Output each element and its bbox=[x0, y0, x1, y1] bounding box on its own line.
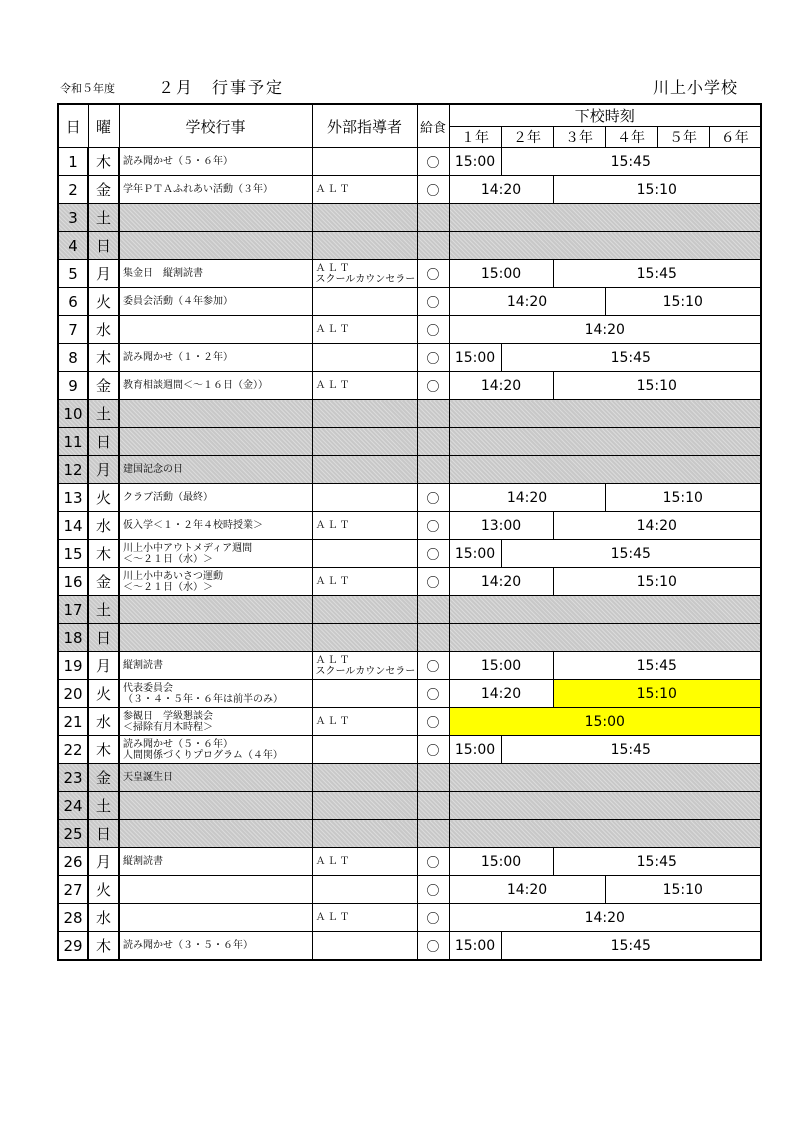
table-row bbox=[58, 344, 761, 372]
guide-cell bbox=[312, 232, 417, 260]
lunch-cell: 〇 bbox=[417, 288, 449, 316]
col-header-date: 日 bbox=[58, 104, 88, 148]
lunch-cell bbox=[417, 820, 449, 848]
lunch-cell: 〇 bbox=[417, 176, 449, 204]
lunch-cell bbox=[417, 232, 449, 260]
table-row bbox=[58, 428, 761, 456]
guide-cell bbox=[312, 764, 417, 792]
dismissal-time-cell: 14:20 bbox=[449, 176, 553, 204]
lunch-cell: 〇 bbox=[417, 148, 449, 176]
grade-6-header: ６年 bbox=[709, 127, 761, 148]
lunch-cell bbox=[417, 204, 449, 232]
lunch-cell bbox=[417, 624, 449, 652]
dismissal-time-cell: 15:10 bbox=[553, 372, 761, 400]
date-cell: 9 bbox=[58, 372, 88, 400]
dismissal-time-cell: 15:45 bbox=[501, 148, 761, 176]
guide-cell bbox=[312, 568, 417, 596]
weekday-cell: 金 bbox=[88, 176, 119, 204]
weekday-cell: 土 bbox=[88, 596, 119, 624]
dismissal-time-cell: 15:00 bbox=[449, 708, 761, 736]
table-row bbox=[58, 148, 761, 176]
table-row bbox=[58, 680, 761, 708]
guide-text: ＡＬＴ bbox=[315, 856, 352, 867]
guide-text: ＡＬＴ bbox=[315, 262, 352, 274]
guide-cell bbox=[312, 680, 417, 708]
event-cell bbox=[119, 512, 312, 540]
table-row bbox=[58, 288, 761, 316]
dismissal-time-cell: 14:20 bbox=[553, 512, 761, 540]
weekday-cell: 火 bbox=[88, 484, 119, 512]
date-cell: 11 bbox=[58, 428, 88, 456]
school-name: 川上小学校 bbox=[652, 78, 738, 97]
weekday-cell: 木 bbox=[88, 540, 119, 568]
event-text: 川上小中アウトメディア週間 bbox=[123, 542, 253, 554]
table-row bbox=[58, 596, 761, 624]
event-cell bbox=[119, 428, 312, 456]
event-cell bbox=[119, 848, 312, 876]
lunch-cell: 〇 bbox=[417, 680, 449, 708]
event-text: 教育相談週間＜～１６日（金）） bbox=[123, 380, 268, 391]
event-cell bbox=[119, 820, 312, 848]
guide-text: ＡＬＴ bbox=[315, 654, 352, 666]
weekday-cell: 月 bbox=[88, 848, 119, 876]
fiscal-year-label: 令和５年度 bbox=[60, 82, 115, 95]
table-row bbox=[58, 232, 761, 260]
lunch-cell bbox=[417, 456, 449, 484]
date-cell: 17 bbox=[58, 596, 88, 624]
dismissal-time-cell bbox=[449, 596, 761, 624]
guide-text: ＡＬＴ bbox=[315, 184, 352, 195]
dismissal-time-cell: 15:00 bbox=[449, 652, 553, 680]
table-row bbox=[58, 652, 761, 680]
guide-text: ＡＬＴ bbox=[315, 576, 352, 587]
date-cell: 29 bbox=[58, 932, 88, 961]
event-cell bbox=[119, 232, 312, 260]
guide-cell bbox=[312, 204, 417, 232]
table-row bbox=[58, 820, 761, 848]
header-row bbox=[58, 104, 761, 127]
weekday-cell: 月 bbox=[88, 260, 119, 288]
event-text: 川上小中あいさつ運動 bbox=[123, 570, 223, 582]
date-cell: 23 bbox=[58, 764, 88, 792]
event-text: 委員会活動（４年参加） bbox=[123, 296, 233, 307]
date-cell: 14 bbox=[58, 512, 88, 540]
lunch-cell: 〇 bbox=[417, 904, 449, 932]
event-text: 読み聞かせ（１・２年） bbox=[123, 352, 233, 363]
date-cell: 2 bbox=[58, 176, 88, 204]
dismissal-time-cell: 14:20 bbox=[449, 316, 761, 344]
event-cell bbox=[119, 288, 312, 316]
dismissal-time-cell: 14:20 bbox=[449, 680, 553, 708]
event-text: 建国記念の日 bbox=[123, 464, 183, 475]
weekday-cell: 日 bbox=[88, 624, 119, 652]
schedule-body bbox=[58, 148, 761, 961]
lunch-cell: 〇 bbox=[417, 484, 449, 512]
dismissal-time-cell: 15:45 bbox=[553, 848, 761, 876]
weekday-cell: 金 bbox=[88, 568, 119, 596]
lunch-cell: 〇 bbox=[417, 260, 449, 288]
lunch-cell bbox=[417, 428, 449, 456]
event-cell bbox=[119, 568, 312, 596]
weekday-cell: 日 bbox=[88, 820, 119, 848]
guide-text: ＡＬＴ bbox=[315, 324, 352, 335]
table-row bbox=[58, 484, 761, 512]
guide-cell bbox=[312, 904, 417, 932]
lunch-cell bbox=[417, 400, 449, 428]
dismissal-time-cell: 15:10 bbox=[553, 568, 761, 596]
dismissal-time-cell: 15:00 bbox=[449, 736, 501, 764]
weekday-cell: 木 bbox=[88, 344, 119, 372]
lunch-cell: 〇 bbox=[417, 512, 449, 540]
guide-cell bbox=[312, 652, 417, 680]
date-cell: 28 bbox=[58, 904, 88, 932]
col-header-lunch: 給食 bbox=[417, 104, 449, 148]
table-row bbox=[58, 764, 761, 792]
guide-text: スクールカウンセラー bbox=[315, 273, 416, 285]
event-cell bbox=[119, 400, 312, 428]
event-cell bbox=[119, 344, 312, 372]
guide-text: ＡＬＴ bbox=[315, 380, 352, 391]
weekday-cell: 日 bbox=[88, 428, 119, 456]
event-text: （３・４・５年・６年は前半のみ） bbox=[123, 693, 283, 705]
guide-cell bbox=[312, 624, 417, 652]
grade-2-header: ２年 bbox=[501, 127, 553, 148]
guide-text: ＡＬＴ bbox=[315, 912, 352, 923]
event-text: 読み聞かせ（５・６年） bbox=[123, 156, 233, 167]
dismissal-time-cell: 15:10 bbox=[605, 876, 761, 904]
dismissal-time-cell: 15:10 bbox=[605, 484, 761, 512]
table-row bbox=[58, 848, 761, 876]
lunch-cell: 〇 bbox=[417, 876, 449, 904]
date-cell: 16 bbox=[58, 568, 88, 596]
dismissal-time-cell bbox=[449, 204, 761, 232]
dismissal-time-cell: 15:10 bbox=[553, 176, 761, 204]
guide-cell bbox=[312, 792, 417, 820]
weekday-cell: 木 bbox=[88, 932, 119, 961]
lunch-cell: 〇 bbox=[417, 344, 449, 372]
guide-cell bbox=[312, 372, 417, 400]
guide-cell bbox=[312, 596, 417, 624]
weekday-cell: 木 bbox=[88, 148, 119, 176]
table-row bbox=[58, 400, 761, 428]
guide-cell bbox=[312, 848, 417, 876]
weekday-cell: 土 bbox=[88, 792, 119, 820]
dismissal-time-cell: 15:00 bbox=[449, 540, 501, 568]
event-cell bbox=[119, 148, 312, 176]
dismissal-time-cell: 15:45 bbox=[553, 652, 761, 680]
guide-cell bbox=[312, 148, 417, 176]
weekday-cell: 火 bbox=[88, 876, 119, 904]
guide-text: スクールカウンセラー bbox=[315, 665, 416, 677]
date-cell: 15 bbox=[58, 540, 88, 568]
table-row bbox=[58, 372, 761, 400]
date-cell: 10 bbox=[58, 400, 88, 428]
weekday-cell: 水 bbox=[88, 316, 119, 344]
dismissal-time-cell bbox=[449, 456, 761, 484]
event-cell bbox=[119, 904, 312, 932]
table-row bbox=[58, 624, 761, 652]
weekday-cell: 水 bbox=[88, 512, 119, 540]
dismissal-time-cell bbox=[449, 428, 761, 456]
date-cell: 22 bbox=[58, 736, 88, 764]
lunch-cell: 〇 bbox=[417, 568, 449, 596]
date-cell: 12 bbox=[58, 456, 88, 484]
date-cell: 20 bbox=[58, 680, 88, 708]
date-cell: 3 bbox=[58, 204, 88, 232]
event-cell bbox=[119, 176, 312, 204]
weekday-cell: 木 bbox=[88, 736, 119, 764]
col-header-dismissal: 下校時刻 bbox=[449, 104, 761, 127]
date-cell: 13 bbox=[58, 484, 88, 512]
table-row bbox=[58, 876, 761, 904]
col-header-dow: 曜 bbox=[88, 104, 119, 148]
event-cell bbox=[119, 680, 312, 708]
date-cell: 27 bbox=[58, 876, 88, 904]
event-text: クラブ活動（最終） bbox=[123, 492, 213, 503]
guide-text: ＡＬＴ bbox=[315, 520, 352, 531]
date-cell: 4 bbox=[58, 232, 88, 260]
col-header-guide: 外部指導者 bbox=[312, 104, 417, 148]
event-cell bbox=[119, 372, 312, 400]
table-row bbox=[58, 512, 761, 540]
event-cell bbox=[119, 708, 312, 736]
date-cell: 21 bbox=[58, 708, 88, 736]
event-cell bbox=[119, 484, 312, 512]
event-cell bbox=[119, 316, 312, 344]
dismissal-time-cell: 15:00 bbox=[449, 148, 501, 176]
event-text: 参観日 学級懇談会 bbox=[123, 710, 213, 722]
table-row bbox=[58, 540, 761, 568]
guide-cell bbox=[312, 428, 417, 456]
dismissal-time-cell: 14:20 bbox=[449, 372, 553, 400]
table-row bbox=[58, 568, 761, 596]
lunch-cell: 〇 bbox=[417, 736, 449, 764]
event-cell bbox=[119, 652, 312, 680]
event-cell bbox=[119, 596, 312, 624]
date-cell: 26 bbox=[58, 848, 88, 876]
date-cell: 24 bbox=[58, 792, 88, 820]
event-cell bbox=[119, 624, 312, 652]
weekday-cell: 月 bbox=[88, 652, 119, 680]
guide-cell bbox=[312, 288, 417, 316]
table-row bbox=[58, 904, 761, 932]
event-text: 読み聞かせ（５・６年） bbox=[123, 738, 233, 750]
date-cell: 7 bbox=[58, 316, 88, 344]
lunch-cell: 〇 bbox=[417, 848, 449, 876]
guide-cell bbox=[312, 736, 417, 764]
dismissal-time-cell: 15:45 bbox=[553, 260, 761, 288]
date-cell: 1 bbox=[58, 148, 88, 176]
event-cell bbox=[119, 736, 312, 764]
event-text: ＜～２１日（水）＞ bbox=[123, 581, 213, 593]
table-row bbox=[58, 932, 761, 961]
weekday-cell: 月 bbox=[88, 456, 119, 484]
weekday-cell: 土 bbox=[88, 400, 119, 428]
guide-cell bbox=[312, 316, 417, 344]
weekday-cell: 日 bbox=[88, 232, 119, 260]
event-cell bbox=[119, 764, 312, 792]
event-text: 代表委員会 bbox=[123, 682, 173, 694]
event-text: ＜掃除有月木時程＞ bbox=[123, 721, 213, 733]
dismissal-time-cell bbox=[449, 624, 761, 652]
weekday-cell: 火 bbox=[88, 680, 119, 708]
grade-4-header: ４年 bbox=[605, 127, 657, 148]
date-cell: 5 bbox=[58, 260, 88, 288]
guide-cell bbox=[312, 512, 417, 540]
dismissal-time-cell bbox=[449, 792, 761, 820]
table-row bbox=[58, 260, 761, 288]
dismissal-time-cell bbox=[449, 400, 761, 428]
table-row bbox=[58, 708, 761, 736]
table-row bbox=[58, 792, 761, 820]
event-text: 読み聞かせ（３・５・６年） bbox=[123, 940, 253, 951]
dismissal-time-cell: 14:20 bbox=[449, 484, 605, 512]
guide-cell bbox=[312, 876, 417, 904]
lunch-cell: 〇 bbox=[417, 372, 449, 400]
dismissal-time-cell: 15:45 bbox=[501, 344, 761, 372]
dismissal-time-cell: 14:20 bbox=[449, 568, 553, 596]
guide-cell bbox=[312, 708, 417, 736]
weekday-cell: 水 bbox=[88, 708, 119, 736]
date-cell: 8 bbox=[58, 344, 88, 372]
date-cell: 6 bbox=[58, 288, 88, 316]
event-text: 集金日 縦割読書 bbox=[123, 268, 203, 279]
weekday-cell: 火 bbox=[88, 288, 119, 316]
table-row bbox=[58, 736, 761, 764]
guide-cell bbox=[312, 540, 417, 568]
lunch-cell: 〇 bbox=[417, 540, 449, 568]
lunch-cell: 〇 bbox=[417, 652, 449, 680]
weekday-cell: 金 bbox=[88, 372, 119, 400]
dismissal-time-cell: 15:10 bbox=[553, 680, 761, 708]
event-cell bbox=[119, 932, 312, 961]
guide-cell bbox=[312, 456, 417, 484]
event-cell bbox=[119, 876, 312, 904]
date-cell: 18 bbox=[58, 624, 88, 652]
col-header-event: 学校行事 bbox=[119, 104, 312, 148]
dismissal-time-cell: 15:45 bbox=[501, 736, 761, 764]
guide-cell bbox=[312, 932, 417, 961]
date-cell: 25 bbox=[58, 820, 88, 848]
dismissal-time-cell: 14:20 bbox=[449, 876, 605, 904]
dismissal-time-cell bbox=[449, 820, 761, 848]
grade-1-header: １年 bbox=[449, 127, 501, 148]
date-cell: 19 bbox=[58, 652, 88, 680]
event-text: 学年ＰＴＡふれあい活動（３年） bbox=[123, 184, 273, 195]
weekday-cell: 水 bbox=[88, 904, 119, 932]
guide-cell bbox=[312, 260, 417, 288]
lunch-cell: 〇 bbox=[417, 708, 449, 736]
dismissal-time-cell bbox=[449, 232, 761, 260]
page-title: ２月 行事予定 bbox=[158, 78, 285, 97]
lunch-cell: 〇 bbox=[417, 316, 449, 344]
guide-text: ＡＬＴ bbox=[315, 716, 352, 727]
lunch-cell bbox=[417, 596, 449, 624]
event-text: ＜～２１日（水）＞ bbox=[123, 553, 213, 565]
dismissal-time-cell: 14:20 bbox=[449, 288, 605, 316]
dismissal-time-cell: 15:00 bbox=[449, 932, 501, 961]
guide-cell bbox=[312, 820, 417, 848]
dismissal-time-cell: 15:10 bbox=[605, 288, 761, 316]
dismissal-time-cell: 15:00 bbox=[449, 344, 501, 372]
dismissal-time-cell: 15:45 bbox=[501, 540, 761, 568]
event-cell bbox=[119, 204, 312, 232]
lunch-cell bbox=[417, 792, 449, 820]
table-row bbox=[58, 316, 761, 344]
event-cell bbox=[119, 260, 312, 288]
dismissal-time-cell: 15:00 bbox=[449, 848, 553, 876]
lunch-cell bbox=[417, 764, 449, 792]
event-text: 仮入学＜１・２年４校時授業＞ bbox=[123, 520, 263, 531]
guide-cell bbox=[312, 484, 417, 512]
lunch-cell: 〇 bbox=[417, 932, 449, 961]
event-text: 人間関係づくりプログラム（４年） bbox=[123, 749, 283, 761]
grade-5-header: ５年 bbox=[657, 127, 709, 148]
table-row bbox=[58, 176, 761, 204]
dismissal-time-cell bbox=[449, 764, 761, 792]
event-cell bbox=[119, 456, 312, 484]
event-text: 天皇誕生日 bbox=[123, 772, 173, 783]
weekday-cell: 金 bbox=[88, 764, 119, 792]
guide-cell bbox=[312, 400, 417, 428]
event-cell bbox=[119, 540, 312, 568]
dismissal-time-cell: 14:20 bbox=[449, 904, 761, 932]
dismissal-time-cell: 13:00 bbox=[449, 512, 553, 540]
event-cell bbox=[119, 792, 312, 820]
guide-cell bbox=[312, 344, 417, 372]
grade-3-header: ３年 bbox=[553, 127, 605, 148]
guide-cell bbox=[312, 176, 417, 204]
schedule-table bbox=[57, 103, 762, 961]
weekday-cell: 土 bbox=[88, 204, 119, 232]
table-row bbox=[58, 456, 761, 484]
dismissal-time-cell: 15:00 bbox=[449, 260, 553, 288]
dismissal-time-cell: 15:45 bbox=[501, 932, 761, 961]
event-text: 縦割読書 bbox=[123, 660, 163, 671]
table-row bbox=[58, 204, 761, 232]
event-text: 縦割読書 bbox=[123, 856, 163, 867]
